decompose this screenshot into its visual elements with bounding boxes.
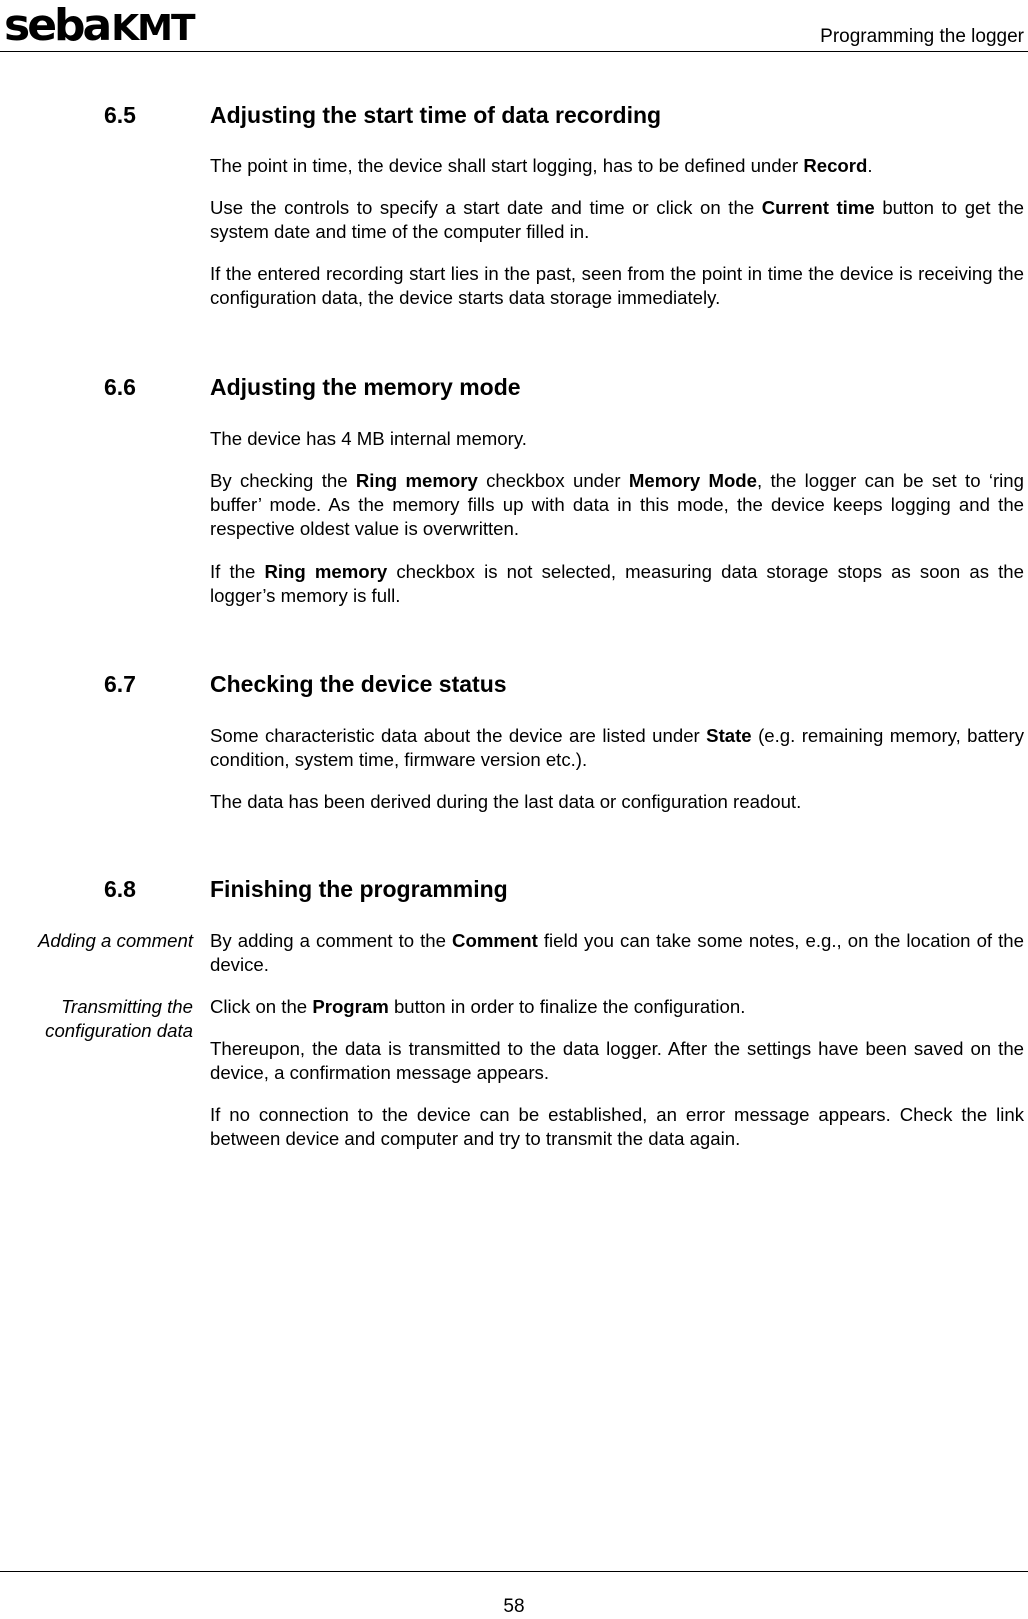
logo-kmt-text: KMT (111, 8, 194, 49)
section-number: 6.6 (104, 374, 136, 400)
header-divider (0, 51, 1028, 52)
logo-seba-text: seba (4, 0, 110, 51)
section-number: 6.5 (104, 102, 136, 128)
paragraph: The data has been derived during the last data or configuration readout. (210, 791, 802, 812)
paragraph: Click on the Program button in order to finalize the configuration. (210, 996, 746, 1017)
paragraph: Thereupon, the data is transmitted to the data logger. After the settings have been saved on the device, a confirmation message appears. (210, 1038, 1024, 1083)
paragraph: If no connection to the device can be established, an error message appears. Check the link between device and computer and try to transmit the data again. (210, 1104, 1024, 1149)
section-number: 6.8 (104, 876, 136, 902)
section-title: Adjusting the start time of data recording (210, 102, 662, 128)
paragraph: Some characteristic data about the device are listed under State (e.g. remaining memory, battery condition, system time, firmware version etc.). (210, 725, 1025, 770)
section-title: Finishing the programming (210, 876, 508, 902)
sebakmt-logo (4, 2, 194, 50)
section-title: Adjusting the memory mode (210, 374, 521, 400)
paragraph: If the Ring memory checkbox is not selected, measuring data storage stops as soon as the logger’s memory is full. (210, 561, 1024, 606)
margin-note: Adding a comment (37, 930, 193, 951)
paragraph: If the entered recording start lies in the past, seen from the point in time the device is receiving the configuration data, the device starts data storage immediately. (210, 263, 1024, 308)
paragraph: The device has 4 MB internal memory. (210, 428, 527, 449)
footer-divider (0, 1571, 1028, 1572)
section-title: Checking the device status (210, 671, 507, 697)
page-number: 58 (503, 1596, 525, 1617)
section-number: 6.7 (104, 671, 136, 697)
paragraph: Use the controls to specify a start date and time or click on the Current time button to get the system date and time of the computer filled in. (210, 197, 1025, 242)
paragraph: The point in time, the device shall start logging, has to be defined under Record. (210, 155, 873, 176)
header-title: Programming the logger (820, 26, 1024, 47)
paragraph: By checking the Ring memory checkbox under Memory Mode, the logger can be set to ‘ring buffer’ mode. As the memory fills up with data in this mode, the device keeps logging and the respective oldest value is overwritten. (210, 470, 1024, 539)
margin-note: Transmitting the configuration data (45, 996, 193, 1041)
paragraph: By adding a comment to the Comment field you can take some notes, e.g., on the location of the device. (210, 930, 1024, 975)
